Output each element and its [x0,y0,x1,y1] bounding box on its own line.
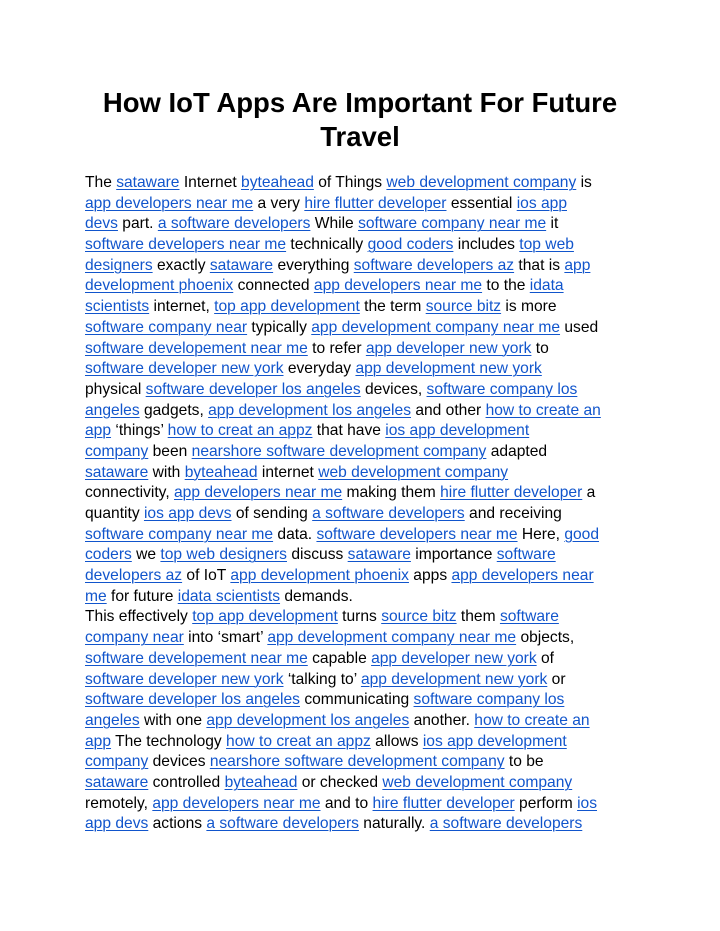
body-text-run: and receiving [464,505,562,522]
body-text-run: apps [408,567,452,585]
body-text-run: While [310,215,359,233]
body-text-run: includes [453,236,520,254]
body-text-run: with one [139,711,207,729]
text-line [85,359,645,380]
inline-link[interactable]: top app development [192,608,338,626]
inline-link[interactable]: angeles [85,401,140,419]
inline-link[interactable]: good coders [367,236,454,254]
inline-link[interactable]: top web designers [160,546,287,564]
body-text-run: controlled [148,773,225,791]
inline-link[interactable]: a software developers [157,215,311,233]
text-line [85,297,645,318]
inline-link[interactable]: a software developers [312,505,465,522]
text-line [85,401,645,422]
inline-link[interactable]: sataware [209,256,274,274]
inline-link[interactable]: software [499,608,559,626]
text-line [85,545,645,566]
body-text-run: part. [117,215,158,233]
text-line [85,504,645,525]
body-text-run: naturally. [358,815,430,833]
inline-link[interactable]: how to create an [485,401,601,419]
inline-link[interactable]: software developer new york [85,360,284,378]
inline-link[interactable]: scientists [85,298,150,316]
body-text-run: making them [342,484,441,502]
inline-link[interactable]: app developers near [451,567,594,585]
inline-link[interactable]: company near [85,629,184,647]
inline-link[interactable]: software developement near me [85,649,308,667]
body-text-run: everyday [283,360,356,378]
body-text-run: devices, [360,380,427,398]
body-text-run: connectivity, [85,484,174,502]
inline-link[interactable]: software developer los angeles [145,380,361,398]
body-text-run: ‘things’ [111,422,168,440]
inline-link[interactable]: byteahead [241,174,314,191]
inline-link[interactable]: app development los angeles [208,401,411,419]
inline-link[interactable]: app [85,732,112,750]
text-line [85,525,645,546]
body-text-run: to be [504,753,544,771]
inline-link[interactable]: angeles [85,711,140,729]
inline-link[interactable]: byteahead [224,773,298,791]
inline-link[interactable]: software developers near me [316,525,518,543]
body-text-run: This effectively [85,608,193,626]
body-text-run: importance [410,546,497,564]
text-line [85,235,645,256]
body-text-run: objects, [516,629,575,647]
text-line [85,421,645,442]
inline-link[interactable]: web development company [386,174,577,191]
inline-link[interactable]: web development company [318,463,509,481]
inline-link[interactable]: how to create an [474,711,590,729]
body-text-run: quantity [85,505,144,522]
inline-link[interactable]: web development company [382,773,573,791]
body-text-run: to [531,339,549,357]
inline-link[interactable]: top app development [214,298,360,316]
inline-link[interactable]: devs [85,215,118,233]
text-line [85,773,645,794]
body-text-run: adapted [486,442,548,460]
body-text-run: data. [273,525,317,543]
body-text-run: actions [148,815,207,833]
inline-link[interactable]: app developers near me [173,484,343,502]
inline-link[interactable]: ios app development [422,732,567,750]
body-text-run: demands. [280,587,353,605]
inline-link[interactable]: app developers near me [313,277,483,295]
body-text-run: another. [409,711,475,729]
body-text-run: devices [148,753,210,771]
text-line [85,339,645,360]
inline-link[interactable]: app developers near me [85,194,254,212]
inline-link[interactable]: hire flutter developer [372,794,515,812]
inline-link[interactable]: software developers az [353,256,515,274]
body-text-run: or checked [297,773,383,791]
body-text-run: Internet [179,174,242,191]
text-line [85,463,645,484]
body-text-run: of [536,649,554,667]
body-text-run: gadgets, [139,401,209,419]
text-line [85,214,645,235]
inline-link[interactable]: sataware [347,546,411,564]
inline-link[interactable]: how to creat an appz [226,732,371,750]
inline-link[interactable]: a software developers [429,815,583,833]
inline-link[interactable]: source bitz [381,608,457,626]
body-text-run: it [546,215,559,233]
text-line [85,607,645,628]
text-line [85,380,645,401]
inline-link[interactable]: sataware [85,773,149,791]
body-text-run: them [456,608,500,626]
body-text-run: everything [273,256,354,274]
body-text-run: remotely, [85,794,153,812]
inline-link[interactable]: sataware [116,174,180,191]
body-text-run: to refer [307,339,366,357]
inline-link[interactable]: app development los angeles [206,711,410,729]
body-text-run: essential [446,194,517,212]
inline-link[interactable]: developers az [85,567,183,585]
inline-link[interactable]: ios app [516,194,567,212]
inline-link[interactable]: app development phoenix [230,567,409,585]
body-text-run: Here, [517,525,565,543]
body-text-run: The [85,174,117,191]
inline-link[interactable]: software developement near me [85,339,308,357]
body-text-run: perform [514,794,578,812]
page-title: How IoT Apps Are Important For Future Travel [102,87,618,152]
body-text-run: into ‘smart’ [183,629,268,647]
text-line [85,752,645,773]
inline-link[interactable]: app [85,422,112,440]
inline-link[interactable]: app development new york [360,670,548,688]
text-line [85,814,645,835]
body-text-run: typically [247,318,312,336]
body-text-run: been [148,442,192,460]
inline-link[interactable]: software company near [85,318,248,336]
inline-link[interactable]: software developer new york [85,670,284,688]
inline-link[interactable]: byteahead [184,463,258,481]
text-line [85,256,645,277]
body-text-run: and other [411,401,486,419]
body-text-run: for future [106,587,178,605]
inline-link[interactable]: development phoenix [85,277,234,295]
inline-link[interactable]: hire flutter developer [440,484,583,502]
text-line [85,690,645,711]
body-text-run: of IoT [182,567,231,585]
text-line [85,670,645,691]
inline-link[interactable]: good [564,525,600,543]
body-text-run: we [131,546,161,564]
body-text-run: allows [370,732,423,750]
body-text-run: with [148,463,185,481]
text-line [85,587,645,608]
body-text-run: used [560,318,599,336]
inline-link[interactable]: software developers near me [85,236,287,254]
inline-link[interactable]: app developers near me [152,794,321,812]
inline-link[interactable]: app [564,256,591,274]
text-line [85,194,645,215]
body-text-run: is [576,174,592,191]
text-line [85,649,645,670]
inline-link[interactable]: me [85,587,107,605]
inline-link[interactable]: app development new york [355,360,542,378]
body-text-run: a very [253,194,305,212]
body-text-run: communicating [299,691,414,709]
body-text-run: capable [307,649,372,667]
body-text-run: exactly [152,256,210,274]
text-line [85,794,645,815]
inline-link[interactable]: app devs [85,815,149,833]
body-text-run: ‘talking to’ [283,670,361,688]
body-text-run: that is [514,256,565,274]
text-line [85,711,645,732]
inline-link[interactable]: source bitz [425,298,502,316]
inline-link[interactable]: company [85,753,149,771]
body-text-run: technically [286,236,368,254]
inline-link[interactable]: app development company near me [267,629,517,647]
inline-link[interactable]: idata scientists [177,587,281,605]
inline-link[interactable]: app developer new york [365,339,532,357]
inline-link[interactable]: app development company near me [311,318,561,336]
body-text-run: internet, [149,298,215,316]
text-line [85,628,645,649]
inline-link[interactable]: nearshore software development company [209,753,505,771]
inline-link[interactable]: app developer new york [371,649,537,667]
body-text-run: connected [233,277,314,295]
body-text-run: The technology [111,732,227,750]
inline-link[interactable]: how to creat an appz [167,422,313,440]
inline-link[interactable]: software company los [426,380,578,398]
inline-link[interactable]: nearshore software development company [191,442,487,460]
text-line [85,442,645,463]
text-line [85,173,645,194]
article-body [85,173,645,835]
body-text-run: physical [85,380,146,398]
body-text-run: to the [482,277,530,295]
inline-link[interactable]: idata [529,277,564,295]
body-text-run: that have [312,422,386,440]
text-line [85,566,645,587]
body-text-run: a [582,484,596,502]
body-text-run: of sending [231,505,313,522]
inline-link[interactable]: designers [85,256,153,274]
inline-link[interactable]: software company los [413,691,565,709]
text-line [85,483,645,504]
inline-link[interactable]: software company near me [85,525,274,543]
body-text-run: or [547,670,566,688]
text-line [85,276,645,297]
body-text-run: turns [337,608,382,626]
body-text-run: and to [320,794,373,812]
inline-link[interactable]: company [85,442,149,460]
inline-link[interactable]: software developer los angeles [85,691,300,709]
body-text-run: is more [501,298,557,316]
body-text-run: the term [359,298,426,316]
body-text-run: of Things [313,174,387,191]
inline-link[interactable]: hire flutter developer [304,194,447,212]
body-text-run: internet [257,463,319,481]
text-line [85,732,645,753]
inline-link[interactable]: coders [85,546,132,564]
text-line [85,318,645,339]
body-text-run: discuss [286,546,348,564]
inline-link[interactable]: sataware [85,463,149,481]
inline-link[interactable]: a software developers [206,815,359,833]
inline-link[interactable]: ios app development [385,422,530,440]
inline-link[interactable]: ios app devs [143,505,232,522]
inline-link[interactable]: top web [519,236,574,254]
inline-link[interactable]: ios [577,794,598,812]
inline-link[interactable]: software company near me [358,215,547,233]
inline-link[interactable]: software [496,546,556,564]
